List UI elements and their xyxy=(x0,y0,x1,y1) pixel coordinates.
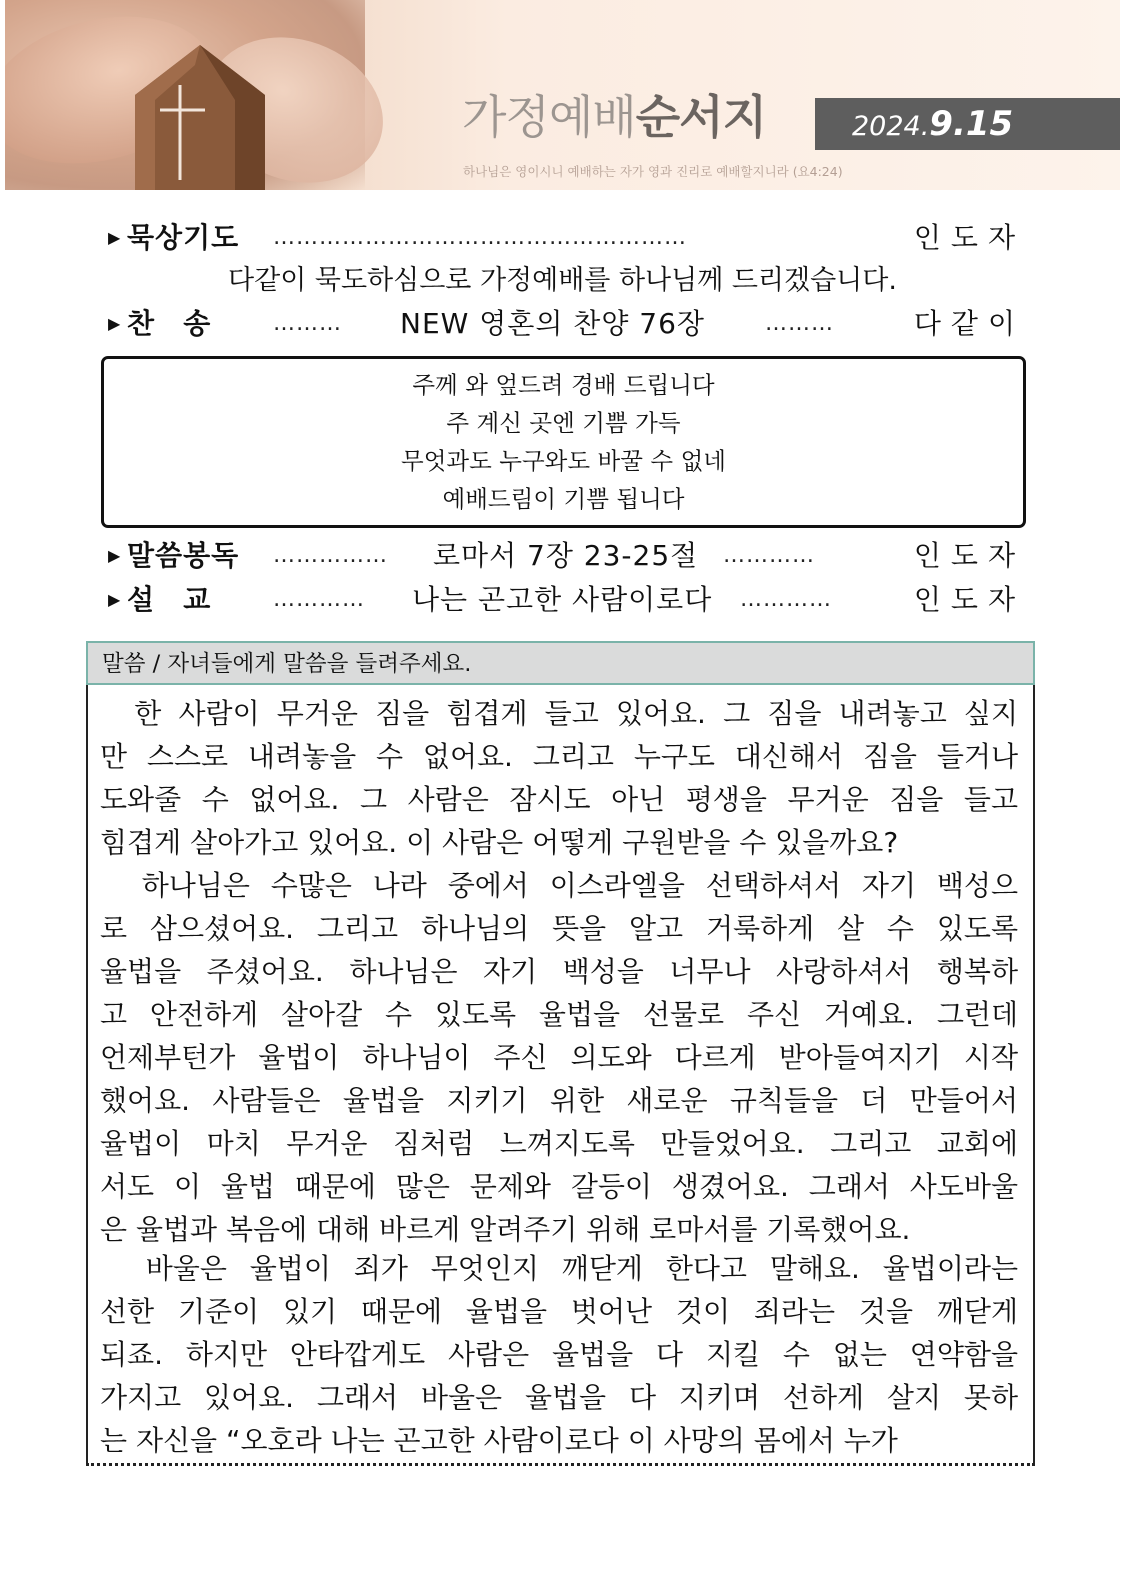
reading-leader: 인도자 xyxy=(913,539,1025,572)
prayer-dots: ……………………………………………… xyxy=(273,225,687,250)
sermon-leader: 인도자 xyxy=(913,583,1025,616)
reading-dots-right: ………… xyxy=(723,543,815,568)
message-line: 율법을 주셨어요. 하나님은 자기 백성을 너무나 사랑하셔서 행복하 xyxy=(100,955,1018,988)
message-line: 율법이 마치 무거운 짐처럼 느껴지도록 만들었어요. 그리고 교회에 xyxy=(100,1127,1018,1160)
bullet-triangle-icon: ▶ xyxy=(108,314,121,333)
date-month-day: 9.15 xyxy=(929,104,1014,144)
sermon-title: 나는 곤고한 사람이로다 xyxy=(412,583,713,616)
worship-date xyxy=(852,104,1013,147)
lyric-line: 무엇과도 누구와도 바꿀 수 없네 xyxy=(401,447,726,475)
lyric-line: 주께 와 엎드려 경배 드립니다 xyxy=(412,371,715,399)
message-line: 한 사람이 무거운 짐을 힘겹게 들고 있어요. 그 짐을 내려놓고 싶지 xyxy=(100,697,1018,730)
prayer-description: 다같이 묵도하심으로 가정예배를 하나님께 드리겠습니다. xyxy=(228,265,897,296)
bullet-triangle-icon: ▶ xyxy=(108,590,121,609)
reading-label: 말씀봉독 xyxy=(127,539,240,572)
hymn-label: 찬 송 xyxy=(127,307,211,340)
message-line: 힘겹게 살아가고 있어요. 이 사람은 어떻게 구원받을 수 있을까요? xyxy=(100,826,899,859)
lyric-line: 주 계신 곳엔 기쁨 가득 xyxy=(446,409,681,437)
bullet-triangle-icon: ▶ xyxy=(108,228,121,247)
message-line: 했어요. 사람들은 율법을 지키기 위한 새로운 규칙들을 더 만들어서 xyxy=(100,1084,1018,1117)
sermon-label: 설 교 xyxy=(127,583,211,616)
hymn-dots-right: ……… xyxy=(765,311,834,336)
hymn-title: NEW 영혼의 찬양 76장 xyxy=(400,307,705,340)
wooden-house-icon xyxy=(125,40,275,190)
lyric-line: 예배드림이 기쁨 됩니다 xyxy=(442,485,685,513)
order-prayer xyxy=(0,218,1125,258)
bullet-triangle-icon: ▶ xyxy=(108,546,121,565)
message-heading-bar xyxy=(86,641,1035,685)
hymn-lyrics-box xyxy=(101,356,1026,528)
order-hymn xyxy=(0,304,1125,344)
order-sermon xyxy=(0,580,1125,620)
message-line: 도와줄 수 없어요. 그 사람은 잠시도 아닌 평생을 무거운 짐을 들고 xyxy=(100,783,1018,816)
order-reading xyxy=(0,536,1125,576)
message-line: 고 안전하게 살아갈 수 있도록 율법을 선물로 주신 거예요. 그런데 xyxy=(100,998,1018,1031)
message-line: 바울은 율법이 죄가 무엇인지 깨닫게 한다고 말해요. 율법이라는 xyxy=(100,1252,1018,1285)
reading-text: 로마서 7장 23-25절 xyxy=(433,539,699,572)
scripture-subtitle: 하나님은 영이시니 예배하는 자가 영과 진리로 예배할지니라 (요4:24) xyxy=(463,164,843,179)
message-line: 는 자신을 “오호라 나는 곤고한 사람이로다 이 사망의 몸에서 누가 xyxy=(100,1424,898,1457)
message-line: 은 율법과 복음에 대해 바르게 알려주기 위해 로마서를 기록했어요. xyxy=(100,1213,911,1246)
prayer-leader: 인도자 xyxy=(913,221,1025,254)
message-line: 가지고 있어요. 그래서 바울은 율법을 다 지키며 선하게 살지 못하 xyxy=(100,1381,1018,1414)
title-light: 가정예배 xyxy=(462,90,636,144)
hymn-leader: 다같이 xyxy=(913,307,1025,340)
message-line: 선한 기준이 있기 때문에 율법을 벗어난 것이 죄라는 것을 깨닫게 xyxy=(100,1295,1018,1328)
page-title xyxy=(462,90,767,144)
title-bold: 순서지 xyxy=(635,90,767,144)
message-line: 언제부턴가 율법이 하나님이 주신 의도와 다르게 받아들여지기 시작 xyxy=(100,1041,1018,1074)
message-heading: 말씀 / 자녀들에게 말씀을 들려주세요. xyxy=(102,651,472,677)
reading-dots-left: …………… xyxy=(273,543,388,568)
date-year: 2024. xyxy=(852,111,930,142)
message-line: 하나님은 수많은 나라 중에서 이스라엘을 선택하셔서 자기 백성으 xyxy=(100,869,1018,902)
sermon-dots-left: ………… xyxy=(273,587,365,612)
message-line: 되죠. 하지만 안타깝게도 사람은 율법을 다 지킬 수 없는 연약함을 xyxy=(100,1338,1018,1371)
message-line: 로 삼으셨어요. 그리고 하나님의 뜻을 알고 거룩하게 살 수 있도록 xyxy=(100,912,1018,945)
hands-photo xyxy=(5,0,365,190)
hymn-dots-left: ……… xyxy=(273,311,342,336)
sermon-dots-right: ………… xyxy=(740,587,832,612)
prayer-label: 묵상기도 xyxy=(127,221,240,254)
message-line: 서도 이 율법 때문에 많은 문제와 갈등이 생겼어요. 그래서 사도바울 xyxy=(100,1170,1018,1203)
message-line: 만 스스로 내려놓을 수 없어요. 그리고 누구도 대신해서 짐을 들거나 xyxy=(100,740,1018,773)
